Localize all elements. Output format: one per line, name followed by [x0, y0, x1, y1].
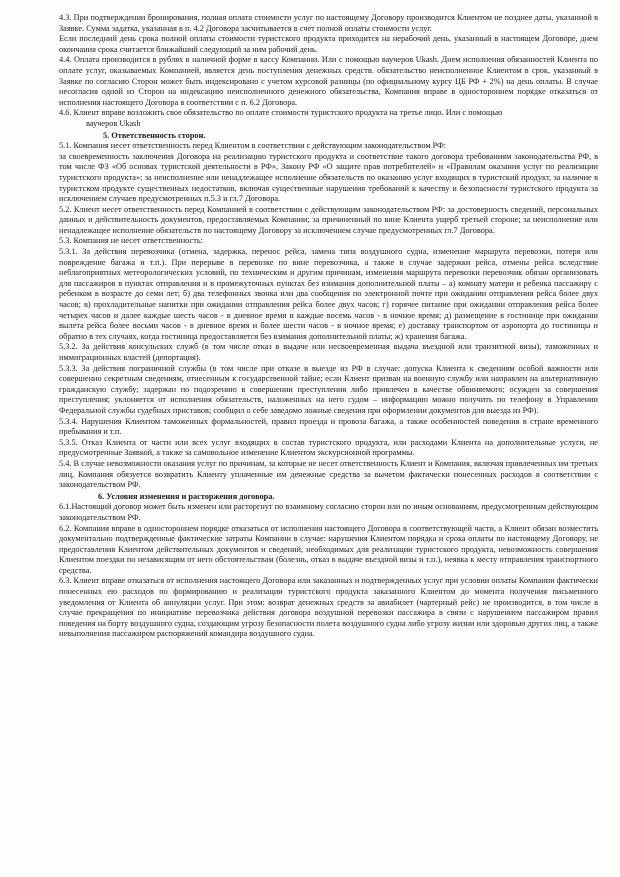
paragraph: 5.1. Компания несет ответственность перед Клиентом в соответствии с действующим законодательством РФ:	[59, 141, 446, 151]
paragraph-continuation: ваучеров Ukash	[86, 118, 141, 128]
paragraph: 4.3. При подтверждении бронирования, полная оплата стоимости услуг по настоящему Договору производится Клиентом не позднее даты, указанной в Заявке. Сумма задатка, указанная в п. 4.2 Договора засчитывается в счет полной оплаты стоимости услуг.	[59, 13, 598, 33]
paragraph: 5.3.3. За действия пограничной службы (в том числе при отказе в выезде из РФ в случае: допуска Клиента к сведениям особой важности или совершенно секретным сведениям, отнесенным к государственной тайне; если Клиент призван на военную службу или направлен на альтернативную гражданскую службу; задержан по подозрению в совершении преступления либо привлечен в качестве обвиняемого; осужден за совершения преступления; уклоняется от исполнения обязательств, наложенных на него судом – информацию можно получить по телефону в Управлении Федеральной службы судебных приставов; сообщил о себе заведомо ложные сведения при оформлении документов для выезда из РФ).	[59, 363, 598, 415]
contract-text	[59, 13, 598, 640]
paragraph: 6.3. Клиент вправе отказаться от исполнения настоящего Договора или заказанных и подтвержденных услуг при условии оплаты Компании фактически понесенных ею расходов по формированию и реализации туристского продукта заказанного Клиентом до момента получения письменного уведомления от Клиента об аннуляции услуг. При этом: возврат денежных средств за авиабилет (чартерный рейс) не производится, в том числе в случае прекращения по инициативе перевозчика действия договора воздушной перевозки пассажира в связи с нарушением пассажиром правил поведения на борту воздушного судна, создающим угрозу безопасности полета воздушного судна либо угрозу жизни или здоровью других лиц, а также невыполнения пассажиром распоряжений командира воздушного судна.	[59, 576, 598, 639]
paragraph: Если последний день срока полной оплаты стоимости туристского продукта приходится на нерабочий день, указанный в настоящем Договоре, днем окончания срока считается ближайший следующий за ним рабочий день.	[59, 34, 598, 54]
paragraph: 6.2. Компания вправе в одностороннем порядке отказаться от исполнения настоящего Договора в соответствующей части, а Клиент обязан возместить документально подтвержденные фактические затраты Компании в случае: нарушения Клиентом порядка и срока оплаты по настоящему Договору, не предоставления Клиентом действительных документов и сведений, необходимых для реализации туристского продукта, невозможность совершения Клиентом поездки по независящим от него обстоятельствам (болезнь, отказ в выдаче въездной визы и т.п.), неявка к месту отправления транспортного средства.	[59, 523, 598, 575]
paragraph: 4.4. Оплата производится в рублях в наличной форме в кассу Компании. Или с помощью ваучеров Ukash. Днем исполнения обязанностей Клиента по оплате услуг, оказываемых Компанией, является день поступления денежных средств. обязательство неисполненное Клиентом в срок, указанный в Заявке по согласию Сторон может быть индексировано с учетом курсовой разницы (по официальному курсу ЦБ РФ + 2%) на день оплаты. В случае несогласия одной из Сторон на индексацию неисполненного денежного обязательства, Компания вправе в одностороннем порядке отказаться от исполнения настоящего Договора в соответствии с п. 6.2 Договора.	[59, 55, 598, 107]
paragraph: 5.3.2. За действия консульских служб (в том числе отказ в выдаче или несвоевременная выдача въездной или транзитной визы), таможенных и иммиграционных властей (депортация).	[59, 342, 598, 362]
paragraph: 4.6. Клиент вправе возложить свое обязательство по оплате стоимости туристского продукта на третье лицо. Или с помощью	[59, 108, 503, 118]
paragraph: 5.3.1. За действия перевозчика (отмена, задержка, перенос рейса, замена типа воздушного судна, изменение маршрута перевозки, потеря или повреждение багажа и т.п.). При перерыве в перевозке по вине перевозчика, а также в случае задержки рейса, отмены рейса вследствие неблагоприятных метеорологических условий, по техническим и другим причинам, изменения маршрута перевозки перевозчик обязан организовать для пассажиров в пунктах отправления и в промежуточных пунктах без взимания дополнительной платы – а) комнату матери и ребенка пассажиру с ребенком в возрасте до семи лет; б) два телефонных звонка или два сообщения по электронной почте при ожидании отправления рейса более двух часов; в) прохладительные напитки при ожидании отправления рейса более двух часов; г) горячее питание при ожидании отправления рейса более четырех часов и далее каждые шесть часов - в дневное время и каждые восемь часов - в ночное время; д) размещение в гостинице при ожидании вылета рейса более восьми часов - в дневное время и более шести часов - в ночное время; е) доставку транспортом от аэропорта до гостиницы и обратно в тех случаях, когда гостиница предоставляется без взимания дополнительной платы; ж) хранения багажа.	[59, 247, 598, 341]
section-heading: 5. Ответственность сторон.	[103, 130, 206, 140]
paragraph: 5.3.5. Отказ Клиента от части или всех услуг входящих в состав туристского продукта, или расходами Клиента на дополнительные услуги, не предусмотренные Заявкой, а также за самовольное изменение Клиентом экскурсионной программы.	[59, 437, 598, 458]
paragraph: 5.2. Клиент несет ответственность перед Компанией в соответствии с действующим законодательством РФ: за достоверность сведений, персональных данных и действительность документов, предоставляемых Компании; за причиненный по вине Клиента ущерб третьей стороне; за неисполнение или ненадлежащее исполнение обязательств по настоящему Договору за исключением случае предусмотренных гл.7 Договора.	[59, 204, 598, 235]
paragraph: 5.4. В случае невозможности оказания услуг по причинам, за которые не несет ответственность Клиент и Компания, включая привлеченных им третьих лиц, Компания обязуется возвратить Клиенту уплаченные им денежные средства за вычетом фактически понесенных расходов в соответствии с законодательством РФ.	[59, 458, 598, 490]
paragraph: 6.1.Настоящий договор может быть изменен или расторгнут по взаимному согласию сторон или по иным основаниям, предусмотренным действующим законодательством РФ.	[59, 502, 598, 522]
section-heading: 6. Условия изменения и расторжения договора.	[98, 491, 275, 501]
paragraph: 5.3.4. Нарушения Клиентом таможенных формальностей, правил проезда и провоза багажа, а также особенностей поведения в стране временного пребывания и т.п.	[59, 416, 598, 437]
paragraph: 5.3. Компания не несет ответственность:	[59, 236, 203, 246]
paragraph: за своевременность заключения Договора на реализацию туристского продукта и соответствие такого договора требованиям законодательства РФ, в том числе ФЗ «Об основах туристской деятельности в РФ», Закону РФ «О защите прав потребителей» и «Правилам оказания услуг по реализации туристского продукта»; за неисполнение или ненадлежащее исполнение обязательств по оказанию услуг входящих в туристский продукт, за наличие в туристском продукте существенных недостатков, включая существенные нарушения требований к качеству и безопасности туристского продукта за исключением случаев предусмотренных п.5.3 и гл.7 Договора.	[59, 151, 598, 204]
